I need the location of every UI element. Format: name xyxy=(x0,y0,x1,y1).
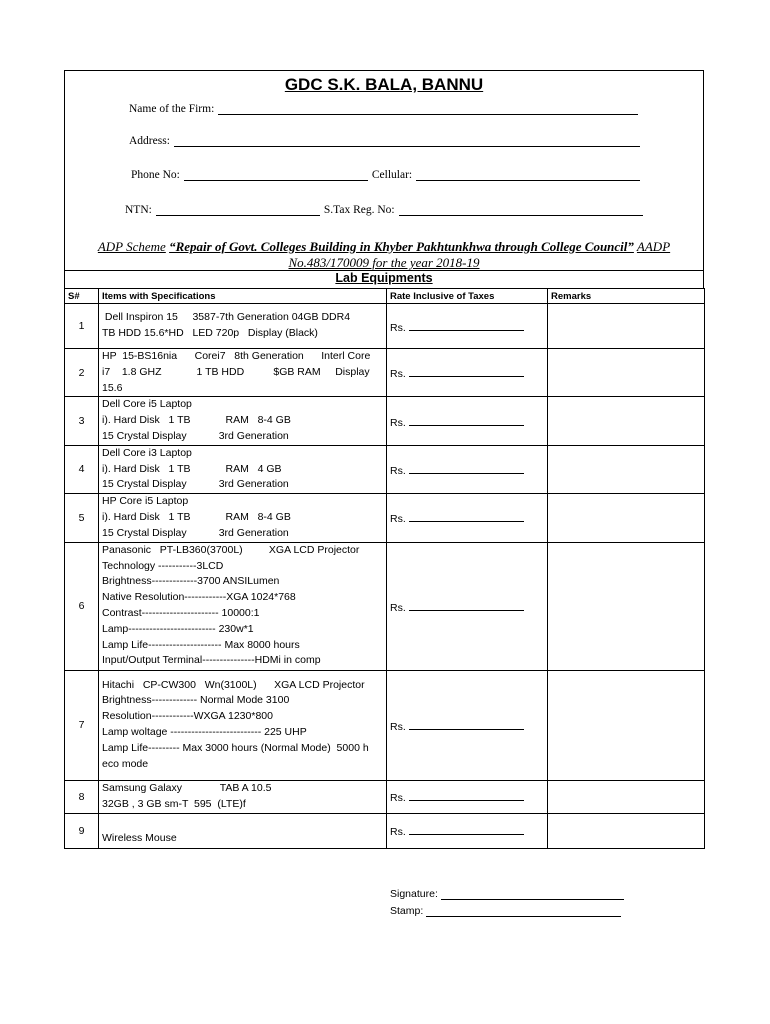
adp-scheme-text xyxy=(65,239,703,271)
address-field xyxy=(129,135,640,147)
table-row xyxy=(65,445,705,493)
row-item-spec: Wireless Mouse xyxy=(99,813,387,848)
rate-label: Rs. xyxy=(390,368,406,381)
row-remarks-cell[interactable] xyxy=(548,780,705,813)
table-row xyxy=(65,304,705,349)
row-serial-number: 6 xyxy=(65,542,99,670)
rate-input-line[interactable] xyxy=(409,599,524,611)
table-row xyxy=(65,494,705,542)
firm-name-field xyxy=(129,103,638,115)
rate-input-line[interactable] xyxy=(409,823,524,835)
rate-input-line[interactable] xyxy=(409,718,524,730)
row-remarks-cell[interactable] xyxy=(548,349,705,397)
address-line[interactable] xyxy=(174,135,640,147)
col-items-header: Items with Specifications xyxy=(99,289,387,304)
table-header-row xyxy=(65,289,705,304)
row-serial-number: 5 xyxy=(65,494,99,542)
ntn-field xyxy=(125,204,643,216)
section-title: Lab Equipments xyxy=(335,271,433,285)
row-rate-cell xyxy=(387,494,548,542)
row-serial-number: 2 xyxy=(65,349,99,397)
rate-input-line[interactable] xyxy=(409,462,524,474)
ntn-label: NTN: xyxy=(125,204,152,216)
rate-label: Rs. xyxy=(390,601,406,614)
row-remarks-cell[interactable] xyxy=(548,494,705,542)
table-row xyxy=(65,542,705,670)
phone-field xyxy=(131,169,640,181)
section-heading xyxy=(64,270,704,288)
row-serial-number: 9 xyxy=(65,813,99,848)
rate-label: Rs. xyxy=(390,464,406,477)
signature-label: Signature: xyxy=(390,888,438,900)
row-item-spec: Hitachi CP-CW300 Wn(3100L) XGA LCD Projector Brightness------------- Normal Mode 3100 Resolution------------WXGA 1230*800 Lamp woltage -------------------------- 225 UHP Lamp Life--------- Max 3000 hours (Normal Mode) 5000 h eco mode xyxy=(99,670,387,780)
row-rate-cell xyxy=(387,397,548,445)
col-remarks-header: Remarks xyxy=(548,289,705,304)
cellular-label: Cellular: xyxy=(371,169,413,181)
rate-label: Rs. xyxy=(390,792,406,805)
phone-label: Phone No: xyxy=(131,169,180,181)
firm-name-label: Name of the Firm: xyxy=(129,103,215,115)
signature-line[interactable] xyxy=(441,888,624,900)
firm-name-line[interactable] xyxy=(218,103,638,115)
row-serial-number: 7 xyxy=(65,670,99,780)
row-remarks-cell[interactable] xyxy=(548,813,705,848)
phone-line[interactable] xyxy=(184,169,368,181)
row-item-spec: Dell Inspiron 15 3587-7th Generation 04GB DDR4 TB HDD 15.6*HD LED 720p Display (Black) xyxy=(99,304,387,349)
adp-number: No.483/170009 for the year 2018-19 xyxy=(288,255,480,270)
ntn-line[interactable] xyxy=(156,204,320,216)
table-row xyxy=(65,813,705,848)
rate-label: Rs. xyxy=(390,720,406,733)
row-remarks-cell[interactable] xyxy=(548,397,705,445)
page-title: GDC S.K. BALA, BANNU xyxy=(284,75,484,94)
row-rate-cell xyxy=(387,542,548,670)
row-rate-cell xyxy=(387,670,548,780)
header-box xyxy=(64,70,704,270)
rate-input-line[interactable] xyxy=(409,319,524,331)
adp-prefix: ADP Scheme xyxy=(97,239,166,254)
cellular-line[interactable] xyxy=(416,169,640,181)
stamp-line[interactable] xyxy=(426,905,621,917)
stax-line[interactable] xyxy=(399,204,643,216)
row-item-spec: Dell Core i5 Laptop i). Hard Disk 1 TB RAM 8-4 GB 15 Crystal Display 3rd Generation xyxy=(99,397,387,445)
table-row xyxy=(65,397,705,445)
row-item-spec: HP 15-BS16nia Corei7 8th Generation Interl Core i7 1.8 GHZ 1 TB HDD $GB RAM Display 15.6 xyxy=(99,349,387,397)
row-rate-cell xyxy=(387,445,548,493)
row-item-spec: HP Core i5 Laptop i). Hard Disk 1 TB RAM 8-4 GB 15 Crystal Display 3rd Generation xyxy=(99,494,387,542)
row-rate-cell xyxy=(387,304,548,349)
table-row xyxy=(65,670,705,780)
rate-label: Rs. xyxy=(390,513,406,526)
row-serial-number: 1 xyxy=(65,304,99,349)
row-item-spec: Dell Core i3 Laptop i). Hard Disk 1 TB RAM 4 GB 15 Crystal Display 3rd Generation xyxy=(99,445,387,493)
row-rate-cell xyxy=(387,780,548,813)
rate-input-line[interactable] xyxy=(409,789,524,801)
row-rate-cell xyxy=(387,813,548,848)
row-remarks-cell[interactable] xyxy=(548,670,705,780)
row-rate-cell xyxy=(387,349,548,397)
rate-label: Rs. xyxy=(390,826,406,839)
equipment-table xyxy=(64,288,705,849)
stamp-field xyxy=(390,905,621,917)
stax-label: S.Tax Reg. No: xyxy=(323,204,395,216)
address-label: Address: xyxy=(129,135,170,147)
row-serial-number: 3 xyxy=(65,397,99,445)
signature-field xyxy=(390,888,624,900)
table-row xyxy=(65,780,705,813)
row-remarks-cell[interactable] xyxy=(548,445,705,493)
adp-project: “Repair of Govt. Colleges Building in Khyber Pakhtunkhwa through College Council” xyxy=(169,239,634,254)
row-serial-number: 8 xyxy=(65,780,99,813)
rate-input-line[interactable] xyxy=(409,414,524,426)
col-sn-header: S# xyxy=(65,289,99,304)
row-remarks-cell[interactable] xyxy=(548,542,705,670)
table-row xyxy=(65,349,705,397)
rate-input-line[interactable] xyxy=(409,510,524,522)
row-item-spec: Samsung Galaxy TAB A 10.5 32GB , 3 GB sm-T 595 (LTE)f xyxy=(99,780,387,813)
rate-input-line[interactable] xyxy=(409,365,524,377)
adp-suffix: AADP xyxy=(636,239,671,254)
stamp-label: Stamp: xyxy=(390,905,424,917)
row-serial-number: 4 xyxy=(65,445,99,493)
col-rate-header: Rate Inclusive of Taxes xyxy=(387,289,548,304)
rate-label: Rs. xyxy=(390,321,406,334)
rate-label: Rs. xyxy=(390,416,406,429)
row-item-spec: Panasonic PT-LB360(3700L) XGA LCD Projector Technology -----------3LCD Brightness-------------3700 ANSILumen Native Resolution------------XGA 1024*768 Contrast---------------------- 10000:1 Lamp------------------------- 230w*1 Lamp Life--------------------- Max 8000 hours Input/Output Terminal---------------HDMi in comp xyxy=(99,542,387,670)
row-remarks-cell[interactable] xyxy=(548,304,705,349)
